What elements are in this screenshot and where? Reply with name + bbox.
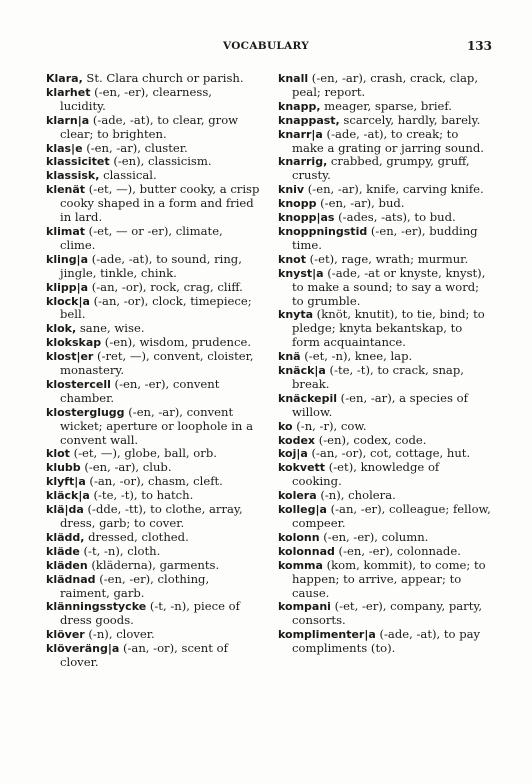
dictionary-entry — [46, 559, 260, 573]
right-column — [278, 72, 492, 656]
dictionary-entry — [278, 364, 492, 392]
entry-headword: kläden — [46, 558, 88, 572]
dictionary-entry — [278, 489, 492, 503]
entry-headword: kolonn — [278, 530, 320, 544]
entry-headword: ko — [278, 419, 293, 433]
entry-definition: (-en, -ar), a species of willow. — [292, 390, 468, 419]
entry-headword: knäck|a — [278, 364, 326, 378]
entry-headword: komplimenter|a — [278, 628, 376, 642]
dictionary-entry — [278, 100, 492, 114]
dictionary-entry — [46, 475, 260, 489]
entry-headword: Klara, — [46, 72, 83, 85]
entry-definition: (-en, -er), clothing, raiment, garb. — [60, 571, 210, 600]
dictionary-entry — [46, 225, 260, 253]
page-number: 133 — [466, 39, 492, 53]
entry-headword: klarhet — [46, 85, 91, 99]
entry-definition: (-an, -or), rock, crag, cliff. — [88, 279, 243, 294]
entry-headword: knopp|as — [278, 211, 335, 225]
entry-headword: knall — [278, 72, 309, 85]
entry-definition: (-n), cholera. — [316, 488, 396, 503]
dictionary-entry — [278, 447, 492, 461]
dictionary-entry — [46, 489, 260, 503]
entry-headword: klokskap — [46, 336, 102, 350]
entry-definition: meager, sparse, brief. — [320, 98, 452, 113]
entry-definition: crabbed, grumpy, gruff, crusty. — [292, 154, 470, 183]
dictionary-entry — [278, 434, 492, 448]
left-column — [46, 72, 260, 670]
dictionary-entry — [278, 197, 492, 211]
entry-headword: klas|e — [46, 141, 83, 155]
dictionary-entry — [46, 155, 260, 169]
entry-headword: koj|a — [278, 447, 308, 461]
entry-definition: (knöt, knutit), to tie, bind; to pledge; knyta bekantskap, to form acquaintance. — [292, 307, 485, 350]
dictionary-entry — [46, 142, 260, 156]
entry-definition: (-en, -ar), crash, crack, clap, peal; report. — [292, 71, 479, 99]
entry-headword: klock|a — [46, 294, 90, 308]
entry-definition: (-en, -ar), bud. — [316, 196, 405, 211]
dictionary-entry — [46, 600, 260, 628]
dictionary-entry — [278, 114, 492, 128]
dictionary-entry — [278, 128, 492, 156]
dictionary-entry — [46, 573, 260, 601]
entry-headword: klimat — [46, 224, 85, 238]
entry-definition: (-en), wisdom, prudence. — [101, 335, 252, 350]
entry-definition: scarcely, hardly, barely. — [339, 112, 481, 127]
entry-headword: klöver — [46, 628, 85, 642]
entry-headword: knapp, — [278, 99, 321, 113]
dictionary-entry — [46, 169, 260, 183]
entry-headword: knappast, — [278, 113, 340, 127]
entry-headword: klostercell — [46, 377, 111, 391]
dictionary-entry — [278, 155, 492, 183]
entry-definition: (-en, -er), column. — [319, 529, 429, 544]
dictionary-entry — [278, 392, 492, 420]
entry-headword: klänningsstycke — [46, 600, 147, 614]
entry-definition: classical. — [99, 168, 157, 183]
entry-headword: komma — [278, 558, 323, 572]
entry-definition: (-en, -er), convent chamber. — [60, 376, 220, 405]
dictionary-entry — [278, 225, 492, 253]
dictionary-entry — [278, 420, 492, 434]
dictionary-entry — [46, 86, 260, 114]
dictionary-entry — [46, 378, 260, 406]
entry-headword: kolonnad — [278, 544, 335, 558]
running-head: VOCABULARY — [222, 40, 310, 52]
entry-definition: (-et, -n), knee, lap. — [300, 349, 413, 364]
page-header — [40, 40, 492, 56]
dictionary-entry — [278, 350, 492, 364]
entry-headword: klost|er — [46, 350, 94, 364]
dictionary-entry — [278, 600, 492, 628]
entry-definition: (-en), codex, code. — [315, 432, 427, 447]
dictionary-entry — [46, 336, 260, 350]
entry-definition: (-ade, -at), to sound, ring, jingle, tinkle, chink. — [60, 251, 242, 280]
entry-headword: kling|a — [46, 252, 89, 266]
entry-headword: klosterglugg — [46, 405, 125, 419]
entry-headword: klassisk, — [46, 169, 100, 183]
entry-headword: knyta — [278, 308, 313, 322]
entry-headword: klok, — [46, 322, 77, 336]
dictionary-entry — [46, 72, 260, 86]
entry-definition: (-te, -t), to hatch. — [89, 488, 194, 503]
entry-definition: (-et, -er), company, party, consorts. — [292, 599, 483, 628]
entry-definition: (-en, -ar), knife, carving knife. — [304, 182, 484, 197]
dictionary-entry — [46, 531, 260, 545]
entry-definition: (-an, -or), scent of clover. — [60, 641, 228, 670]
dictionary-entry — [46, 281, 260, 295]
entry-headword: klubb — [46, 461, 81, 475]
entry-headword: knäckepil — [278, 391, 337, 405]
entry-headword: klipp|a — [46, 280, 89, 294]
dictionary-entry — [46, 545, 260, 559]
entry-definition: (-en, -er), colonnade. — [334, 543, 461, 558]
dictionary-entry — [46, 628, 260, 642]
entry-definition: (-ade, -at), to clear, grow clear; to brighten. — [60, 112, 239, 141]
entry-headword: klassicitet — [46, 155, 110, 169]
entry-definition: (-te, -t), to crack, snap, break. — [292, 363, 464, 391]
entry-headword: knyst|a — [278, 266, 324, 280]
entry-definition: dressed, clothed. — [84, 529, 189, 544]
entry-headword: klöveräng|a — [46, 642, 120, 656]
dictionary-entry — [46, 183, 260, 225]
entry-definition: (-en, -er), clearness, lucidity. — [60, 84, 212, 113]
dictionary-entry — [46, 114, 260, 142]
entry-headword: klarn|a — [46, 113, 90, 127]
entry-definition: (-an, -or), cot, cottage, hut. — [307, 446, 471, 461]
entry-definition: (kläderna), garments. — [87, 557, 220, 572]
entry-definition: (-an, -or), chasm, cleft. — [85, 474, 223, 489]
entry-definition: (-ade, -at), to pay compliments (to). — [292, 627, 481, 656]
entry-definition: (-ret, —), convent, cloister, monastery. — [60, 349, 254, 378]
entry-definition: (-n), clover. — [84, 627, 155, 642]
entry-headword: kniv — [278, 183, 305, 197]
entry-headword: knot — [278, 252, 306, 266]
entry-definition: (-et), knowledge of cooking. — [292, 460, 440, 489]
dictionary-entry — [46, 322, 260, 336]
entry-definition: (-t, -n), piece of dress goods. — [60, 599, 240, 628]
dictionary-entry — [278, 461, 492, 489]
entry-definition: (-an, -or), clock, timepiece; bell. — [60, 293, 252, 322]
entry-headword: kodex — [278, 433, 316, 447]
entry-headword: klädnad — [46, 572, 96, 586]
entry-headword: klä|da — [46, 503, 84, 517]
entry-headword: klot — [46, 447, 70, 461]
dictionary-entry — [278, 267, 492, 309]
entry-definition: (-en, -ar), cluster. — [82, 140, 188, 155]
entry-headword: knarr|a — [278, 127, 323, 141]
entry-definition: St. Clara church or parish. — [82, 71, 244, 85]
entry-definition: (-et, — or -er), climate, clime. — [60, 223, 223, 252]
dictionary-entry — [278, 183, 492, 197]
dictionary-entry — [278, 545, 492, 559]
entry-definition: (-et), rage, wrath; murmur. — [305, 251, 469, 266]
entry-definition: (-dde, -tt), to clothe, array, dress, garb; to cover. — [60, 502, 243, 530]
entry-headword: knarrig, — [278, 155, 328, 169]
entry-definition: (kom, kommit), to come; to happen; to arrive, appear; to cause. — [292, 557, 486, 600]
dictionary-entry — [46, 447, 260, 461]
entry-headword: klenät — [46, 183, 86, 197]
entry-headword: kläde — [46, 544, 80, 558]
dictionary-entry — [46, 461, 260, 475]
entry-headword: knä — [278, 350, 301, 364]
dictionary-entry — [278, 628, 492, 656]
entry-definition: sane, wise. — [76, 321, 145, 336]
entry-headword: klyft|a — [46, 475, 86, 489]
entry-definition: (-t, -n), cloth. — [79, 543, 161, 558]
entry-definition: (-en), classicism. — [109, 154, 212, 169]
entry-definition: (-ades, -ats), to bud. — [334, 210, 456, 225]
entry-definition: (-et, —), butter cooky, a crisp cooky shaped in a form and fried in lard. — [60, 182, 260, 225]
dictionary-entry — [46, 406, 260, 448]
dictionary-entry — [278, 253, 492, 267]
entry-headword: klädd, — [46, 530, 85, 544]
dictionary-entry — [46, 295, 260, 323]
dictionary-entry — [46, 503, 260, 531]
entry-definition: (-ade, -at), to creak; to make a grating or jarring sound. — [292, 126, 484, 155]
dictionary-entry — [278, 531, 492, 545]
entry-headword: kompani — [278, 600, 331, 614]
entry-headword: kläck|a — [46, 489, 90, 503]
entry-definition: (-ade, -at or knyste, knyst), to make a sound; to say a word; to grumble. — [292, 265, 486, 308]
entry-definition: (-an, -er), colleague; fellow, compeer. — [292, 502, 491, 530]
entry-headword: kolera — [278, 489, 317, 503]
entry-definition: (-en, -ar), club. — [80, 460, 172, 475]
dictionary-entry — [278, 72, 492, 100]
dictionary-entry — [278, 308, 492, 350]
entry-definition: (-et, —), globe, ball, orb. — [69, 446, 217, 461]
dictionary-entry — [46, 350, 260, 378]
dictionary-entry — [278, 211, 492, 225]
entry-headword: knoppningstid — [278, 224, 368, 238]
dictionary-entry — [46, 253, 260, 281]
entry-headword: kokvett — [278, 461, 326, 475]
dictionary-entry — [46, 642, 260, 670]
entry-definition: (-en, -ar), convent wicket; aperture or loophole in a convent wall. — [60, 404, 253, 447]
dictionary-entry — [278, 559, 492, 601]
entry-definition: (-n, -r), cow. — [292, 418, 367, 433]
entry-headword: kolleg|a — [278, 503, 327, 517]
entry-headword: knopp — [278, 197, 317, 211]
dictionary-entry — [278, 503, 492, 531]
entry-definition: (-en, -er), budding time. — [292, 223, 478, 252]
